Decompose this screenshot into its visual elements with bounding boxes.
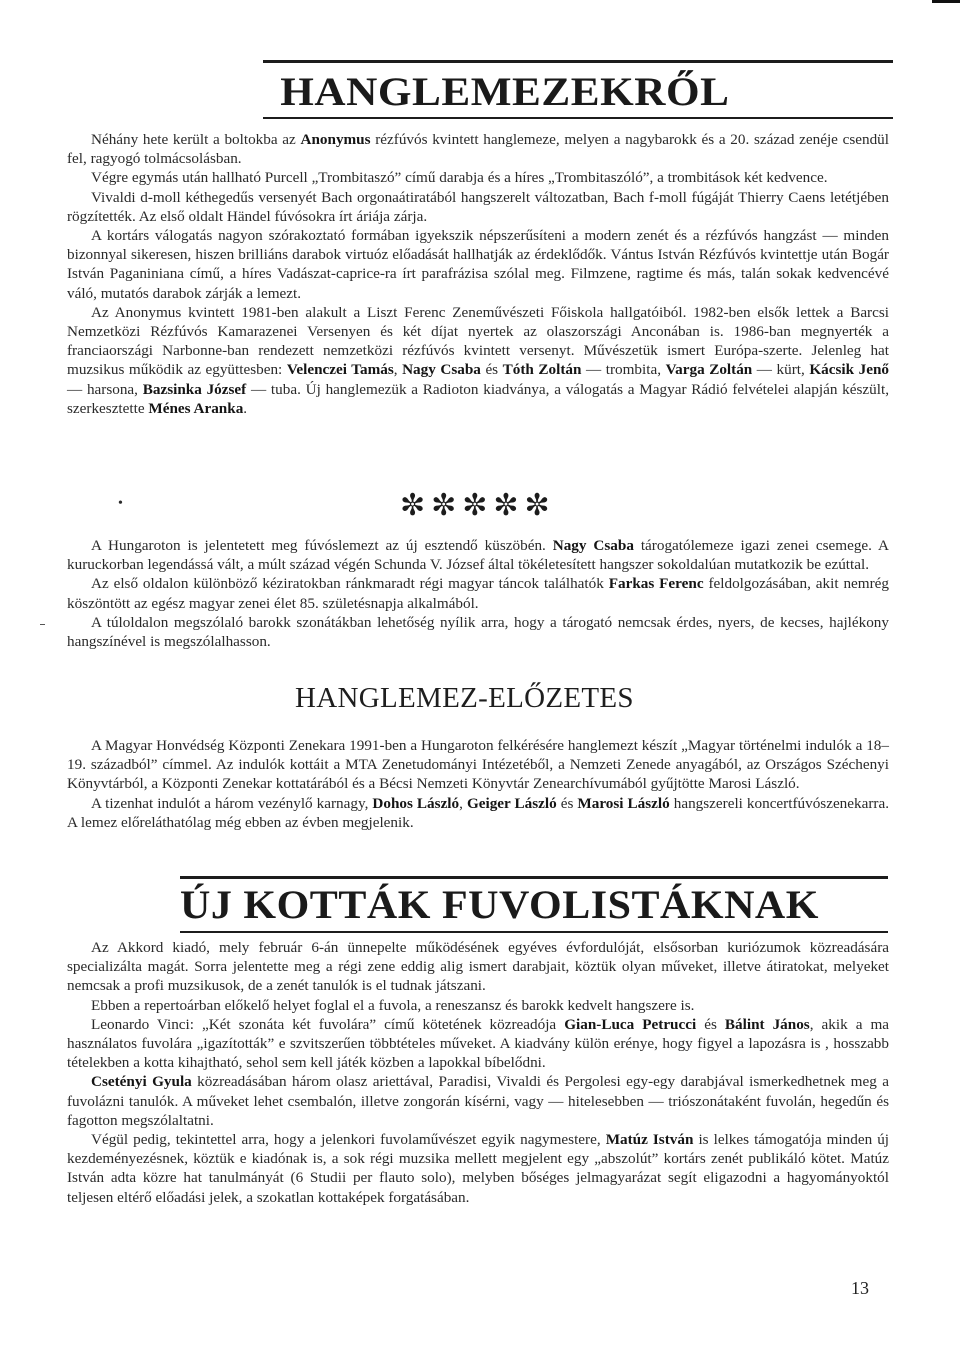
paragraph — [67, 574, 889, 612]
bold-name: Tóth Zoltán — [502, 361, 582, 379]
text-run: és — [480, 361, 503, 379]
section-title-hanglemez-elozetes: HANGLEMEZ-ELŐZETES — [295, 682, 634, 714]
text-run: Az Anonymus kvintett 1981-ben alakult a Liszt Ferenc Zeneművészeti Főiskola hallgatóiból. 1982-ben elsők lettek a Barcsi Nemzetközi Rézfúvós Kamarazenei Versenyen és két díjat nyertek az olaszországi Anconában is. 1986-ban megnyerték a franciaországi Narbonne-ban rendezett nemzetközi rézfúvós kvintett versenyt. Művészetük ismert Európa-szerte. Jelenleg hat muzsikus működik az együttesben: — [67, 303, 889, 379]
corner-mark — [932, 0, 960, 3]
section-header-1 — [263, 60, 893, 119]
text-run: , — [459, 794, 467, 812]
bold-name: Nagy Csaba — [402, 361, 481, 379]
text-run: Vivaldi d-moll kéthegedűs versenyét Bach orgonaátiratából hangszerelt változatban, Bach f-moll fúgáját Thierry Caens letétjében rögzítették. Az első oldalt Händel fúvósokra írt áriája zárja. — [67, 188, 889, 225]
paragraph — [67, 938, 889, 996]
paragraph — [67, 303, 889, 418]
text-run: tárogatólemeze igazi zenei csemege. A kuruckorban legendássá vált, a múlt század végén Schunda V. József által tökéletesített hangszer sokoldalúan mutatkozik be ezúttal. — [67, 537, 889, 574]
bold-name: Varga Zoltán — [665, 361, 753, 379]
text-run: is lelkes támogatója minden új kezdeményezésnek, köztük e kiadónak is, a sok régi muzsika mellett megjelent egy „abszolút” kortárs zenét publikáló kötet. Matúz István adta közre hat tanulmányát (6 Studii per flauto solo), melyben bőséges jelmagyarázat segít eligazodni a hagyományoktól teljesen eltérő előadási jelek, a szokatlan kottaképek forgatásában. — [67, 1131, 890, 1206]
bold-name: Gian-Luca Petrucci — [564, 1015, 697, 1033]
paragraph — [67, 613, 889, 651]
paragraph — [67, 130, 889, 168]
text-run: — harsona, — [67, 380, 143, 398]
text-run: Az első oldalon különböző kéziratokban ránkmaradt régi magyar táncok találhatók — [91, 575, 609, 593]
text-run: Az Akkord kiadó, mely február 6-án ünnepelte működésének egyéves évfordulóját, elsősorban kuriózumok közreadására specializálta magát. Sorra jelentette meg a régi zene eddig alig ismert darabjait, köztük olyan műveket, illetve átiratokat, melyeket nemcsak a profi muzsikusok, de a zenét tanulók is el tudnak játszani. — [67, 939, 889, 995]
paragraph — [67, 996, 889, 1015]
bold-name: Geiger László — [466, 794, 557, 812]
text-run: Végül pedig, tekintettel arra, hogy a jelenkori fuvolaművészet egyik nagymestere, — [91, 1131, 606, 1149]
paragraph — [67, 188, 889, 226]
article-uj-kottak — [67, 938, 889, 1207]
paragraph — [67, 794, 889, 832]
bold-name: Farkas Ferenc — [608, 575, 704, 593]
article-tarogato — [67, 536, 889, 651]
text-run: és — [696, 1015, 725, 1033]
text-run: A tizenhat indulót a három vezénylő karnagy, — [91, 794, 373, 812]
header-rule-bottom — [263, 117, 893, 119]
text-run: — trombita, — [581, 361, 666, 379]
text-run: Néhány hete került a boltokba az — [91, 131, 301, 148]
text-run: A túloldalon megszólaló barokk szonátákban lehetőség nyílik arra, hogy a tárogató nemcsak érdes, nyers, de kecses, hajlékony hangszínével is megszólalhasson. — [67, 613, 889, 651]
text-run: , akik a ma használatos fuvolára „igazították” e szvitszerűen többtételes műveket. A kiadvány külön erénye, hogy figyel a lapozásra is , hosszabb tételekben a kotta kihajtható, sehol sem kell játék közben a lapokkal bíbelődni. — [67, 1015, 890, 1072]
star-separator: ✼✼✼✼✼ — [400, 488, 556, 523]
bullet-dot: • — [118, 496, 123, 511]
text-run: — tuba. Új hanglemezük a Radioton kiadványa, a válogatás a Magyar Rádió felvételei alapján készült, szerkesztette — [67, 380, 889, 417]
bold-name: Marosi László — [577, 794, 670, 812]
bold-name: Nagy Csaba — [552, 537, 634, 554]
text-run: Ebben a repertoárban előkelő helyet foglal el a fuvola, a reneszansz és barokk kedvelt hangszere is. — [91, 996, 695, 1014]
text-run: A kortárs válogatás nagyon szórakoztató formában igyekszik népszerűsíteni a modern zenét és a rézfúvós hangzást — minden bizonnyal sikeresen, hiszen brilliáns darabok virtuóz előadását hallhatják az érdeklődők. Vántus István Rézfúvós kvintettje után Bogár István Paganiniana című, a híres Vadászat-caprice-ra írt parafrázisa szólal meg. Filmzene, ragtime és más, talán sokak kedvencévé váló, mutatós darabok zárják a lemezt. — [67, 227, 889, 302]
text-run: , — [393, 361, 403, 379]
article-hanglemez-elozetes — [67, 736, 889, 832]
section-title-uj-kottak: ÚJ KOTTÁK FUVOLISTÁKNAK — [180, 882, 819, 927]
bold-name: Bálint János — [724, 1015, 810, 1033]
bold-name: Dohos László — [372, 794, 460, 812]
text-run: A Magyar Honvédség Központi Zenekara 1991-ben a Hungaroton felkérésére hanglemezt készít „Magyar történelmi indulók a 18–19. századból” címmel. Az indulók kottáit a MTA Zenetudományi Intézetéből, a Nemzeti Zenede anyagából, az Országos Széchenyi Könyvtárból, a Központi Zenekar kottatárából és a Bécsi Nemzeti Könyvtár Zenearchívumából gyűjtötte Marosi László. — [67, 737, 889, 793]
bold-name: Bazsinka József — [142, 380, 247, 398]
paragraph — [67, 1130, 889, 1207]
bold-name: Matúz István — [605, 1131, 694, 1149]
bold-name: Csetényi Gyula — [91, 1073, 192, 1091]
section-title-hanglemezekrol: HANGLEMEZEKRŐL — [280, 69, 730, 114]
paragraph — [67, 1072, 889, 1130]
text-run: A Hungaroton is jelentetett meg fúvóslemezt az új esztendő küszöbén. — [91, 537, 553, 554]
header-rule-bottom — [180, 931, 888, 933]
text-run: — kürt, — [752, 361, 810, 379]
text-run: rézfúvós kvintett hanglemeze, melyen a nagybarokk és a 20. század zenéje csendül fel, ragyogó tolmácsolásban. — [67, 131, 889, 168]
text-run: Leonardo Vinci: „Két szonáta két fuvolára” című kötetének közreadója — [91, 1015, 565, 1033]
article-hanglemezekrol — [67, 130, 889, 418]
text-run: feldolgozásában, akit nemrég köszöntött az egész magyar zenei élet 85. születésnapja alkalmából. — [67, 575, 889, 612]
page-number: 13 — [851, 1278, 869, 1298]
text-run: közreadásában három olasz ariettával, Paradisi, Vivaldi és Pergolesi egy-egy darabjával ismerkedhetnek meg a fuvolázni tanulók. A műveket lehet csembalón, illetve zongorán kísérni, vagy — hitelesebben — triószonátaként fuvolán, hegedűn és fagotton megszólaltatni. — [67, 1073, 889, 1129]
paragraph — [67, 536, 889, 574]
bold-name: Anonymus — [300, 131, 371, 148]
text-run: . — [243, 399, 248, 417]
text-run: Végre egymás után hallható Purcell „Trombitaszó” című darabja és a híres „Trombitaszóló”, a trombitások két kedvence. — [91, 169, 828, 187]
section-header-3 — [180, 876, 888, 933]
bold-name: Velenczei Tamás — [286, 361, 394, 379]
paragraph — [67, 226, 889, 303]
bold-name: Kácsik Jenő — [809, 361, 889, 379]
paragraph — [67, 168, 889, 187]
bold-name: Ménes Aranka — [148, 399, 244, 417]
text-run: hangszereli koncertfúvószenekarra. A lemez előreláthatólag még ebben az évben megjelenik. — [67, 794, 890, 831]
text-run: és — [556, 794, 578, 812]
margin-tick — [40, 624, 45, 625]
paragraph — [67, 736, 889, 794]
paragraph — [67, 1015, 889, 1073]
